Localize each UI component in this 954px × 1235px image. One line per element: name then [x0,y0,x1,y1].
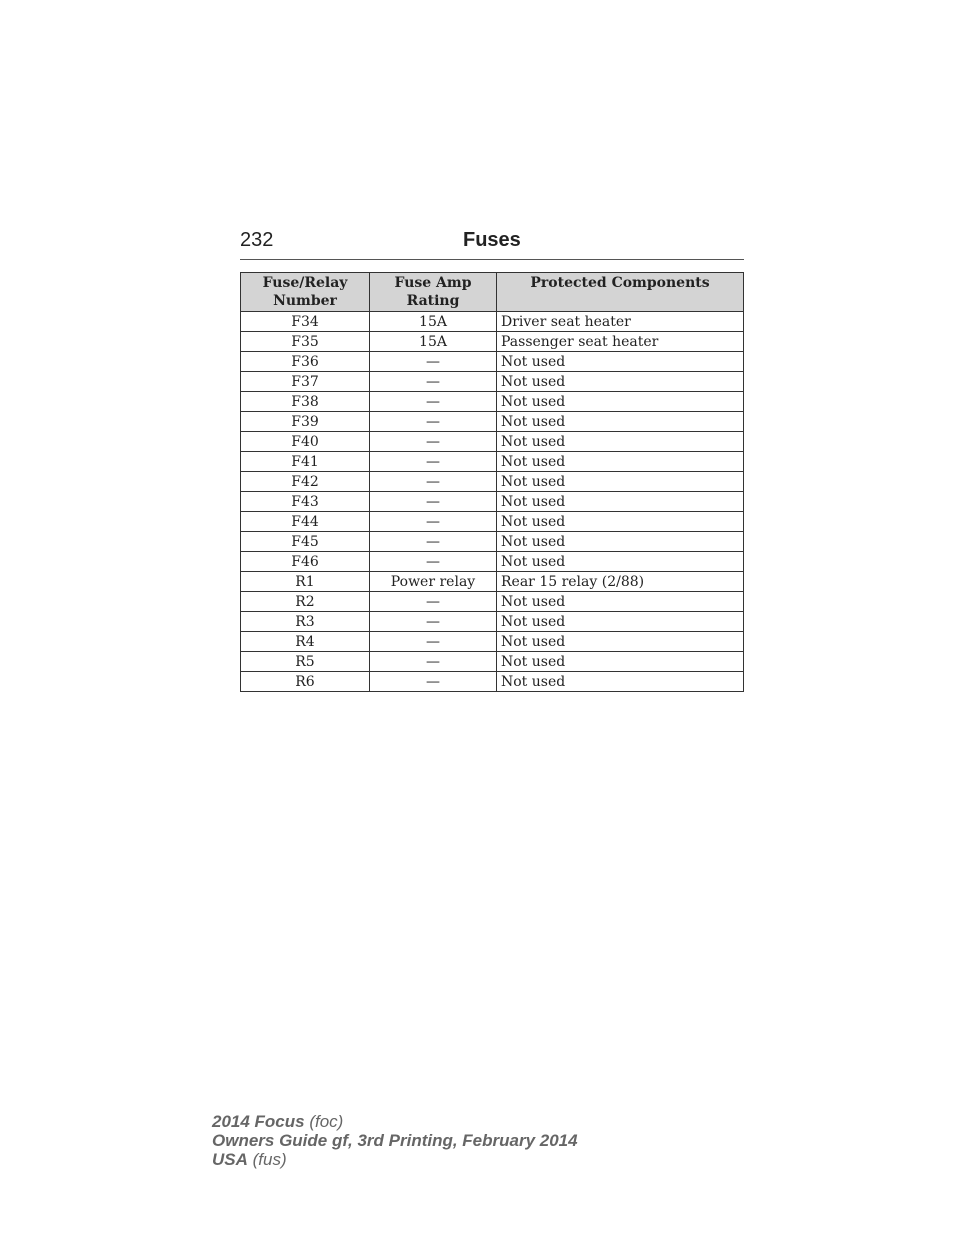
table-body [241,312,744,692]
cell-fuse-number: F41 [241,452,370,472]
table-row [241,512,744,532]
cell-fuse-number: F45 [241,532,370,552]
table-row [241,332,744,352]
cell-protected-component: Not used [497,532,744,552]
cell-fuse-number: F38 [241,392,370,412]
cell-protected-component: Not used [497,612,744,632]
cell-protected-component: Not used [497,432,744,452]
table-row [241,492,744,512]
table-header-row [241,273,744,312]
page-footer [212,1112,578,1169]
cell-protected-component: Not used [497,372,744,392]
cell-amp-rating: — [370,512,497,532]
table-row [241,312,744,332]
cell-fuse-number: F42 [241,472,370,492]
footer-line-1 [212,1112,578,1131]
cell-fuse-number: F43 [241,492,370,512]
cell-fuse-number: R5 [241,652,370,672]
table-row [241,432,744,452]
cell-fuse-number: F39 [241,412,370,432]
cell-fuse-number: R2 [241,592,370,612]
table-row [241,532,744,552]
fuse-table [240,272,744,692]
footer-model-code: (foc) [304,1112,344,1131]
cell-amp-rating: — [370,552,497,572]
cell-fuse-number: F46 [241,552,370,572]
table-row [241,412,744,432]
page-header [240,229,744,260]
cell-fuse-number: F40 [241,432,370,452]
cell-protected-component: Not used [497,352,744,372]
cell-amp-rating: — [370,612,497,632]
cell-amp-rating: — [370,632,497,652]
table-row [241,452,744,472]
cell-protected-component: Not used [497,672,744,692]
header-fuse-relay-number [241,273,370,312]
header-col1-line2: Number [273,293,337,309]
cell-amp-rating: — [370,372,497,392]
table-row [241,612,744,632]
cell-amp-rating: — [370,672,497,692]
header-col2-line1: Fuse Amp [394,275,472,291]
cell-amp-rating: — [370,592,497,612]
cell-protected-component: Not used [497,492,744,512]
cell-protected-component: Not used [497,632,744,652]
header-col1-line1: Fuse/Relay [262,275,348,291]
cell-protected-component: Passenger seat heater [497,332,744,352]
cell-amp-rating: — [370,452,497,472]
table-row [241,652,744,672]
cell-amp-rating: — [370,492,497,512]
table-row [241,352,744,372]
cell-protected-component: Not used [497,472,744,492]
cell-amp-rating: 15A [370,332,497,352]
cell-fuse-number: F36 [241,352,370,372]
table-row [241,572,744,592]
footer-guide-info: Owners Guide gf, 3rd Printing, February 2014 [212,1131,578,1150]
footer-region-code: (fus) [247,1150,287,1169]
cell-amp-rating: — [370,432,497,452]
footer-region: USA [212,1150,248,1169]
cell-amp-rating: — [370,392,497,412]
header-col3: Protected Components [530,275,710,291]
cell-protected-component: Not used [497,392,744,412]
cell-amp-rating: Power relay [370,572,497,592]
cell-amp-rating: 15A [370,312,497,332]
header-col2-line2: Rating [406,293,460,309]
cell-fuse-number: F35 [241,332,370,352]
cell-fuse-number: R1 [241,572,370,592]
cell-protected-component: Not used [497,552,744,572]
cell-protected-component: Not used [497,512,744,532]
cell-protected-component: Not used [497,592,744,612]
table-row [241,392,744,412]
cell-amp-rating: — [370,652,497,672]
cell-amp-rating: — [370,352,497,372]
footer-model: 2014 Focus [212,1112,305,1131]
section-title: Fuses [463,229,521,251]
cell-protected-component: Driver seat heater [497,312,744,332]
cell-amp-rating: — [370,412,497,432]
cell-protected-component: Not used [497,412,744,432]
footer-line-3 [212,1150,578,1169]
cell-fuse-number: F37 [241,372,370,392]
table-row [241,552,744,572]
cell-fuse-number: R4 [241,632,370,652]
cell-amp-rating: — [370,472,497,492]
table-row [241,632,744,652]
table-row [241,372,744,392]
table-row [241,592,744,612]
table-row [241,472,744,492]
cell-protected-component: Not used [497,452,744,472]
cell-fuse-number: F34 [241,312,370,332]
cell-fuse-number: R3 [241,612,370,632]
cell-fuse-number: F44 [241,512,370,532]
cell-amp-rating: — [370,532,497,552]
footer-line-2 [212,1131,578,1150]
page-number: 232 [240,229,274,251]
header-fuse-amp-rating [370,273,497,312]
header-protected-components [497,273,744,312]
table-row [241,672,744,692]
cell-protected-component: Not used [497,652,744,672]
cell-protected-component: Rear 15 relay (2/88) [497,572,744,592]
cell-fuse-number: R6 [241,672,370,692]
